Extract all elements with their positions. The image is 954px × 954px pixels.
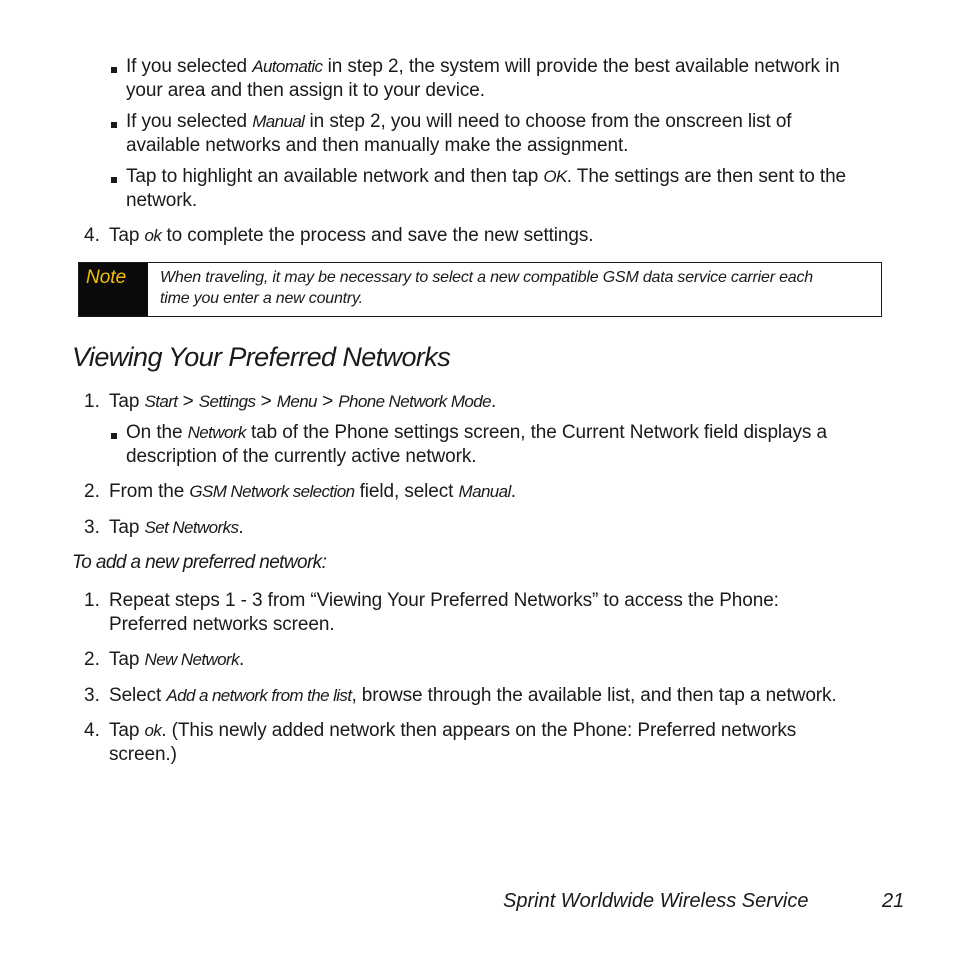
ui-term-manual: Manual <box>458 482 511 501</box>
ui-term-ok: ok <box>144 721 162 740</box>
bullet-marker <box>111 433 117 439</box>
procedure-subheading: To add a new preferred network: <box>72 552 327 573</box>
path-separator: > <box>255 391 277 412</box>
ui-term-gsm-network-selection: GSM Network selection <box>189 482 355 501</box>
step-3-set-networks: Tap Set Networks. <box>109 517 244 538</box>
step-number: 2. <box>84 649 100 670</box>
step-1-tap-path: Tap Start > Settings > Menu > Phone Network Mode. <box>109 391 497 412</box>
bullet-marker <box>111 122 117 128</box>
ui-term-ok: OK <box>543 167 567 186</box>
step-number: 4. <box>84 720 100 741</box>
ui-term-ok: ok <box>144 226 162 245</box>
add-step-2-new-network: Tap New Network. <box>109 649 245 670</box>
ui-term-set-networks: Set Networks <box>144 518 239 537</box>
ui-term-add-network-from-list: Add a network from the list <box>166 686 352 705</box>
bullet-tap-highlight: Tap to highlight an available network and then tap OK. The settings are then sent to the network. <box>126 166 847 211</box>
bullet-marker <box>111 177 117 183</box>
add-step-1-repeat: Repeat steps 1 - 3 from “Viewing Your Preferred Networks” to access the Phone: Preferred networks screen. <box>109 590 779 635</box>
path-separator: > <box>177 391 199 412</box>
add-step-3-select: Select Add a network from the list, browse through the available list, and then tap a network. <box>109 685 837 706</box>
ui-term-automatic: Automatic <box>252 57 323 76</box>
ui-term-network: Network <box>187 423 246 442</box>
step-number: 3. <box>84 685 100 706</box>
step-number: 1. <box>84 590 100 611</box>
ui-term-phone-network-mode: Phone Network Mode <box>338 392 491 411</box>
bullet-network-tab: On the Network tab of the Phone settings screen, the Current Network field displays a description of the currently active network. <box>126 422 827 467</box>
footer-title: Sprint Worldwide Wireless Service <box>503 890 809 912</box>
add-step-4-ok: Tap ok. (This newly added network then appears on the Phone: Preferred networks screen.) <box>109 720 797 765</box>
step-number: 3. <box>84 517 100 538</box>
step-number: 4. <box>84 225 100 246</box>
ui-term-menu: Menu <box>276 392 317 411</box>
path-separator: > <box>316 391 339 412</box>
ui-term-start: Start <box>144 392 178 411</box>
step-number: 2. <box>84 481 100 502</box>
bullet-manual: If you selected Manual in step 2, you will need to choose from the onscreen list of available networks and then manually make the assignment. <box>126 111 792 156</box>
section-title: Viewing Your Preferred Networks <box>72 342 451 372</box>
bullet-automatic: If you selected Automatic in step 2, the system will provide the best available network in your area and then assign it to your device. <box>126 56 840 101</box>
page-number: 21 <box>882 890 905 912</box>
step-2-gsm-selection: From the GSM Network selection field, select Manual. <box>109 481 516 502</box>
step-4-complete: Tap ok to complete the process and save the new settings. <box>109 225 594 246</box>
ui-term-new-network: New Network <box>144 650 239 669</box>
bullet-marker <box>111 67 117 73</box>
note-box <box>78 262 882 317</box>
ui-term-manual: Manual <box>252 112 305 131</box>
note-label: Note <box>79 263 148 316</box>
note-text: When traveling, it may be necessary to select a new compatible GSM data service carrier each time you enter a new country. <box>160 269 814 307</box>
step-number: 1. <box>84 391 100 412</box>
ui-term-settings: Settings <box>198 392 256 411</box>
